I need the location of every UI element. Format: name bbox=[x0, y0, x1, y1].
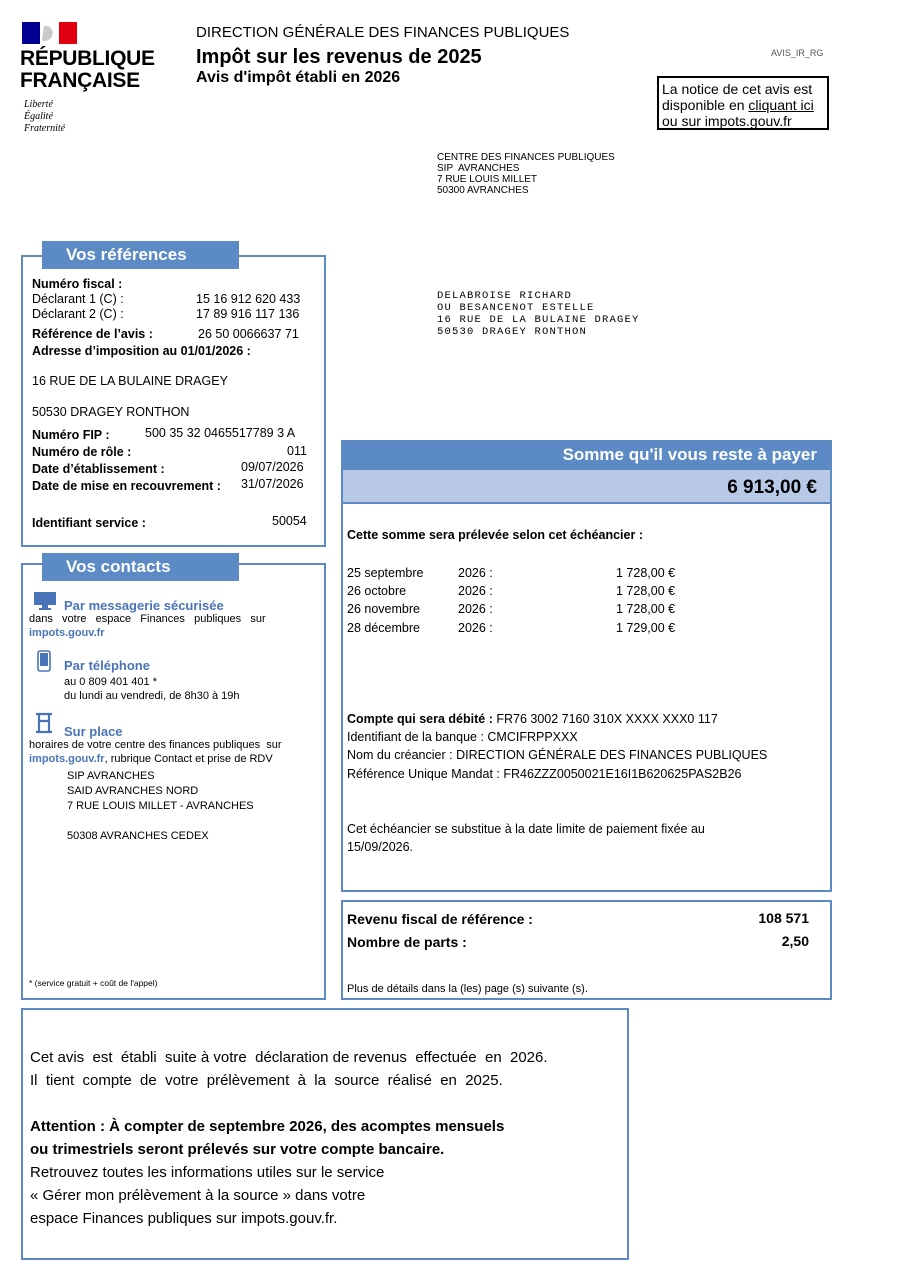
service-label: Identifiant service : bbox=[32, 516, 146, 530]
schedule-year: 2026 : bbox=[458, 602, 493, 616]
fip-label: Numéro FIP : bbox=[32, 428, 110, 442]
messagerie-text: dans votre espace Finances publiques sur bbox=[29, 613, 266, 625]
schedule-date: 25 septembre bbox=[347, 566, 424, 580]
schedule-year: 2026 : bbox=[458, 566, 493, 580]
schedule-date: 26 octobre bbox=[347, 584, 407, 598]
header-subtitle: Avis d'impôt établi en 2026 bbox=[196, 69, 401, 86]
creditor: Nom du créancier : DIRECTION GÉNÉRALE DES FINANCES PUBLIQUES bbox=[347, 748, 768, 762]
account-line: Compte qui sera débité : FR76 3002 7160 310X XXXX XXX0 117 bbox=[347, 712, 718, 726]
etab-label: Date d’établissement : bbox=[32, 462, 165, 476]
adresse-label: Adresse d’imposition au 01/01/2026 : bbox=[32, 344, 251, 358]
service-value: 50054 bbox=[272, 514, 307, 528]
schedule-intro: Cette somme sera prélevée selon cet échéancier : bbox=[347, 528, 643, 542]
marianne-flag-logo bbox=[22, 22, 77, 44]
mandate: Référence Unique Mandat : FR46ZZZ0050021E16I1B620625PAS2B26 bbox=[347, 767, 742, 781]
role-value: 011 bbox=[287, 444, 307, 458]
place-title: Sur place bbox=[64, 724, 123, 739]
recipient-address: DELABROISE RICHARD OU BESANCENOT ESTELLE 16 RUE DE LA BULAINE DRAGEY 50530 DRAGEY RONTHON bbox=[437, 290, 640, 338]
schedule-date: 26 novembre bbox=[347, 602, 420, 616]
schedule-amount: 1 728,00 € bbox=[616, 602, 676, 616]
ref-avis-value: 26 50 0066637 71 bbox=[198, 327, 299, 341]
schedule-date: 28 décembre bbox=[347, 621, 420, 635]
building-icon bbox=[33, 712, 55, 734]
etab-value: 09/07/2026 bbox=[241, 460, 304, 474]
bank-id: Identifiant de la banque : CMCIFRPPXXX bbox=[347, 730, 578, 744]
place-link[interactable]: impots.gouv.fr bbox=[29, 753, 105, 765]
parts-value: 2,50 bbox=[781, 933, 809, 949]
notice-box: La notice de cet avis est disponible en cliquant ici ou sur impots.gouv.fr bbox=[657, 76, 829, 130]
contacts-footnote: * (service gratuit + coût de l'appel) bbox=[29, 978, 158, 988]
rfr-value: 108 571 bbox=[758, 910, 809, 926]
phone-icon bbox=[37, 650, 51, 672]
schedule-year: 2026 : bbox=[458, 621, 493, 635]
header-org: DIRECTION GÉNÉRALE DES FINANCES PUBLIQUES bbox=[196, 24, 570, 41]
details-note: Plus de détails dans la (les) page (s) suivante (s). bbox=[347, 983, 588, 995]
payment-title: Somme qu'il vous reste à payer bbox=[562, 445, 817, 464]
declarant2-value: 17 89 916 117 136 bbox=[196, 307, 300, 321]
messagerie-title: Par messagerie sécurisée bbox=[64, 598, 224, 613]
schedule-amount: 1 728,00 € bbox=[616, 566, 676, 580]
devise: Liberté Égalité Fraternité bbox=[24, 99, 66, 134]
declarant1-label: Déclarant 1 (C) : bbox=[32, 292, 124, 306]
place-text2-line: impots.gouv.fr, rubrique Contact et prise de RDV bbox=[29, 753, 273, 765]
place-text1: horaires de votre centre des finances publiques sur bbox=[29, 739, 282, 751]
declarant2-label: Déclarant 2 (C) : bbox=[32, 307, 124, 321]
rfr-label: Revenu fiscal de référence : bbox=[347, 911, 533, 927]
declarant1-value: 15 16 912 620 433 bbox=[196, 292, 301, 306]
messagerie-link[interactable]: impots.gouv.fr bbox=[29, 627, 105, 639]
adresse-line1: 16 RUE DE LA BULAINE DRAGEY bbox=[32, 374, 228, 388]
tax-center-address: CENTRE DES FINANCES PUBLIQUES SIP AVRANCHES 7 RUE LOUIS MILLET 50300 AVRANCHES bbox=[437, 152, 615, 196]
info-text: Cet avis est établi suite à votre déclaration de revenus effectuée en 2026. Il tient compte de votre prélèvement à la source réalisé en 2025. Attention : À compter de septembre 2026, des acomptes mensuels ou trimestriels seront prélevés sur votre compte bancaire. Retrouvez toutes les informations utiles sur le service « Gérer mon prélèvement à la source » dans votre espace Finances publiques sur impots.gouv.fr. bbox=[30, 1049, 548, 1227]
payment-amount: 6 913,00 € bbox=[727, 477, 817, 498]
substitute-line2: 15/09/2026. bbox=[347, 840, 414, 854]
notice-link[interactable]: cliquant ici bbox=[748, 97, 814, 113]
telephone-number: au 0 809 401 401 * bbox=[64, 676, 157, 688]
role-label: Numéro de rôle : bbox=[32, 445, 132, 459]
numero-fiscal-label: Numéro fiscal : bbox=[32, 277, 123, 291]
references-title: Vos références bbox=[42, 241, 239, 269]
schedule-amount: 1 729,00 € bbox=[616, 621, 676, 635]
contacts-title: Vos contacts bbox=[42, 553, 239, 581]
telephone-hours: du lundi au vendredi, de 8h30 à 19h bbox=[64, 690, 240, 702]
document-code: AVIS_IR_RG bbox=[771, 48, 824, 58]
header-title: Impôt sur les revenus de 2025 bbox=[196, 46, 482, 68]
recouv-label: Date de mise en recouvrement : bbox=[32, 479, 221, 493]
parts-label: Nombre de parts : bbox=[347, 934, 467, 950]
schedule-year: 2026 : bbox=[458, 584, 493, 598]
schedule-amount: 1 728,00 € bbox=[616, 584, 676, 598]
adresse-line2: 50530 DRAGEY RONTHON bbox=[32, 405, 190, 419]
fip-value: 500 35 32 0465517789 3 A bbox=[145, 426, 296, 440]
telephone-title: Par téléphone bbox=[64, 658, 150, 673]
ref-avis-label: Référence de l’avis : bbox=[32, 327, 153, 341]
substitute-line1: Cet échéancier se substitue à la date limite de paiement fixée au bbox=[347, 822, 705, 836]
recouv-value: 31/07/2026 bbox=[241, 477, 304, 491]
republique-francaise-wordmark: RÉPUBLIQUE FRANÇAISE bbox=[20, 47, 155, 92]
computer-icon bbox=[33, 591, 57, 611]
place-address: SIP AVRANCHES SAID AVRANCHES NORD 7 RUE LOUIS MILLET - AVRANCHES 50308 AVRANCHES CEDEX bbox=[67, 770, 254, 842]
